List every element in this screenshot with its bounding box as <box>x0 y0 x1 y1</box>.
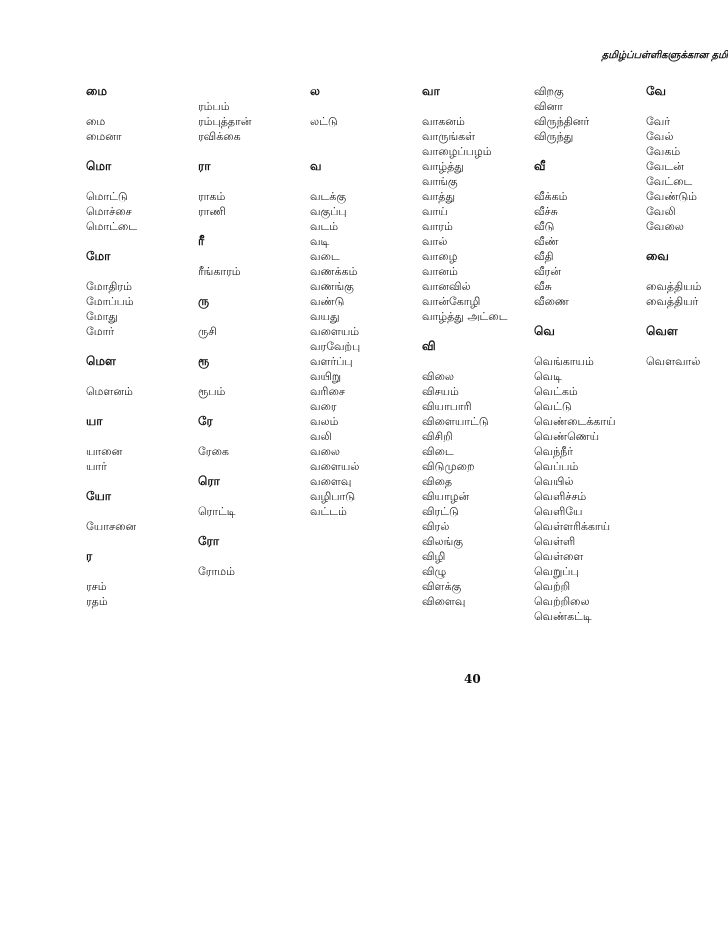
letter-heading: ரூ <box>198 354 210 368</box>
letter-heading: வா <box>422 84 440 98</box>
word-entry: லட்டு <box>310 115 338 128</box>
word-entry: வால் <box>422 235 448 248</box>
letter-heading: வெ <box>534 324 555 338</box>
blank-line <box>646 234 728 249</box>
word-entry: வரை <box>310 400 337 413</box>
word-entry: வேல் <box>646 130 674 143</box>
blank-line <box>86 234 198 249</box>
word-entry: மோப்பம் <box>86 295 134 308</box>
word-entry: விடை <box>422 445 454 458</box>
blank-line <box>422 324 534 339</box>
word-entry: வெந்நீர் <box>534 445 573 458</box>
blank-line <box>198 369 310 384</box>
blank-line <box>422 354 534 369</box>
word-entry: வானம் <box>422 265 458 278</box>
blank-line <box>86 534 198 549</box>
word-entry: வௌவால் <box>646 355 701 368</box>
word-entry: வளர்ப்பு <box>310 355 353 368</box>
blank-line <box>86 504 198 519</box>
letter-heading: ரா <box>198 159 211 173</box>
word-entry: விசிறி <box>422 430 453 443</box>
blank-line <box>646 264 728 279</box>
word-entry: வேண்டும் <box>646 190 698 203</box>
word-entry: ரவிக்கை <box>198 130 241 143</box>
blank-line <box>198 84 310 99</box>
word-entry: மோது <box>86 310 118 323</box>
letter-heading: வீ <box>534 159 546 173</box>
blank-line <box>198 459 310 474</box>
blank-line <box>646 339 728 354</box>
letter-heading: ரே <box>198 414 213 428</box>
word-entry: வெண்டைக்காய் <box>534 415 616 428</box>
blank-line <box>86 429 198 444</box>
word-entry: ரம்பம் <box>198 100 230 113</box>
word-entry: வீக்கம் <box>534 190 568 203</box>
word-entry: விலை <box>422 370 455 383</box>
blank-line <box>422 99 534 114</box>
blank-line <box>310 144 422 159</box>
word-entry: வாருங்கள் <box>422 130 476 143</box>
blank-line <box>86 474 198 489</box>
letter-heading: ர <box>86 549 93 563</box>
word-entry: விழி <box>422 550 446 563</box>
blank-line <box>198 429 310 444</box>
word-entry: விலங்கு <box>422 535 463 548</box>
blank-line <box>86 369 198 384</box>
word-entry: வளையல் <box>310 460 360 473</box>
word-entry: விருந்தினர் <box>534 115 590 128</box>
blank-line <box>198 519 310 534</box>
word-entry: வெட்டு <box>534 400 572 413</box>
word-entry: வீரன் <box>534 265 561 278</box>
word-entry: ரம்புத்தான் <box>198 115 252 128</box>
blank-line <box>534 309 646 324</box>
word-entry: ரதம் <box>86 595 108 608</box>
word-entry: வேடன் <box>646 160 684 173</box>
word-entry: வானவில் <box>422 280 471 293</box>
word-entry: வாய் <box>422 205 448 218</box>
word-entry: மொட்டு <box>86 190 128 203</box>
word-column-1 <box>86 84 198 609</box>
blank-line <box>534 144 646 159</box>
blank-line <box>86 144 198 159</box>
word-column-5 <box>534 84 646 624</box>
word-entry: வியாழன் <box>422 490 470 503</box>
word-entry: ரேகை <box>198 445 229 458</box>
word-entry: ராகம் <box>198 190 226 203</box>
blank-line <box>198 174 310 189</box>
word-entry: வெடி <box>534 370 562 383</box>
word-entry: வைத்தியம் <box>646 280 702 293</box>
blank-line <box>198 339 310 354</box>
page-number: 40 <box>464 672 481 686</box>
blank-line <box>198 219 310 234</box>
word-entry: வெப்பம் <box>534 460 579 473</box>
word-entry: வெற்றிலை <box>534 595 590 608</box>
word-entry: வலி <box>310 430 332 443</box>
word-entry: வியாபாரி <box>422 400 472 413</box>
letter-heading: மோ <box>86 249 111 263</box>
word-entry: ரீங்காரம் <box>198 265 241 278</box>
blank-line <box>198 144 310 159</box>
word-entry: விரட்டு <box>422 505 459 518</box>
blank-line <box>198 399 310 414</box>
letter-heading: மை <box>86 84 108 98</box>
word-entry: வயிறு <box>310 370 342 383</box>
word-entry: வாரம் <box>422 220 453 233</box>
word-entry: வெங்காயம் <box>534 355 594 368</box>
blank-line <box>86 99 198 114</box>
blank-line <box>198 279 310 294</box>
blank-line <box>646 309 728 324</box>
word-entry: வயது <box>310 310 340 323</box>
word-entry: வெள்ளரிக்காய் <box>534 520 611 533</box>
word-entry: விறகு <box>534 85 564 98</box>
blank-line <box>86 264 198 279</box>
word-entry: வேகம் <box>646 145 681 158</box>
word-entry: வெண்ணெய் <box>534 430 600 443</box>
blank-line <box>198 549 310 564</box>
word-entry: மொச்சை <box>86 205 132 218</box>
word-entry: வலம் <box>310 415 339 428</box>
word-entry: வாங்கு <box>422 175 458 188</box>
word-entry: வீணை <box>534 295 569 308</box>
word-entry: விருந்து <box>534 130 574 143</box>
word-entry: விதை <box>422 475 453 488</box>
word-entry: வேலை <box>646 220 684 233</box>
word-entry: வாத்து <box>422 190 455 203</box>
word-entry: வாழைப்பழம் <box>422 145 492 158</box>
letter-heading: வி <box>422 339 436 353</box>
word-entry: வீடு <box>534 220 555 233</box>
word-entry: வெண்கட்டி <box>534 610 592 623</box>
word-entry: வெளியே <box>534 505 583 518</box>
word-entry: வடை <box>310 250 340 263</box>
word-entry: வெட்கம் <box>534 385 578 398</box>
word-entry: வேலி <box>646 205 676 218</box>
word-entry: ரொட்டி <box>198 505 236 518</box>
letter-heading: வௌ <box>646 324 678 338</box>
word-entry: வெள்ளி <box>534 535 576 548</box>
word-entry: வாழ்த்து அட்டை <box>422 310 508 323</box>
word-entry: ராணி <box>198 205 226 218</box>
word-entry: வடி <box>310 235 330 248</box>
word-entry: விளைவு <box>422 595 466 608</box>
blank-line <box>310 174 422 189</box>
word-entry: யார் <box>86 460 107 473</box>
word-entry: வைத்தியர் <box>646 295 699 308</box>
letter-heading: மொ <box>86 159 112 173</box>
word-entry: ரசம் <box>86 580 107 593</box>
word-entry: ருசி <box>198 325 217 338</box>
letter-heading: மௌ <box>86 354 116 368</box>
letter-heading: யா <box>86 414 103 428</box>
blank-line <box>198 309 310 324</box>
word-entry: வீதி <box>534 250 554 263</box>
word-entry: வரவேற்பு <box>310 340 361 353</box>
word-entry: வேர் <box>646 115 671 128</box>
word-entry: மௌனம் <box>86 385 133 398</box>
word-column-6 <box>646 84 728 369</box>
word-entry: வடக்கு <box>310 190 347 203</box>
word-entry: மோதிரம் <box>86 280 132 293</box>
word-entry: வளைவு <box>310 475 352 488</box>
blank-line <box>646 99 728 114</box>
word-entry: வணங்கு <box>310 280 354 293</box>
blank-line <box>198 249 310 264</box>
word-entry: வண்டு <box>310 295 345 308</box>
word-entry: வரிசை <box>310 385 345 398</box>
word-entry: யோசனை <box>86 520 137 533</box>
word-entry: வேட்டை <box>646 175 693 188</box>
letter-heading: ல <box>310 84 320 98</box>
blank-line <box>198 489 310 504</box>
word-entry: வாழ்த்து <box>422 160 464 173</box>
word-entry: விரல் <box>422 520 450 533</box>
letter-heading: ரோ <box>198 534 219 548</box>
letter-heading: ரொ <box>198 474 220 488</box>
word-entry: வளையம் <box>310 325 360 338</box>
letter-heading: யோ <box>86 489 112 503</box>
word-entry: வடம் <box>310 220 339 233</box>
word-entry: வெறுப்பு <box>534 565 579 578</box>
word-entry: விளையாட்டு <box>422 415 489 428</box>
word-column-3 <box>310 84 422 519</box>
word-entry: வெயில் <box>534 475 574 488</box>
word-entry: விளக்கு <box>422 580 462 593</box>
word-entry: ரூபம் <box>198 385 226 398</box>
running-header: தமிழ்ப்பள்ளிகளுக்கான தமி <box>601 50 728 61</box>
letter-heading: வை <box>646 249 669 263</box>
word-entry: வினா <box>534 100 563 113</box>
word-entry: வழிபாடு <box>310 490 356 503</box>
word-entry: மைனா <box>86 130 122 143</box>
word-entry: வெளிச்சம் <box>534 490 587 503</box>
word-entry: வகுப்பு <box>310 205 347 218</box>
word-entry: வீச்சு <box>534 205 558 218</box>
letter-heading: வே <box>646 84 667 98</box>
word-entry: வீசு <box>534 280 552 293</box>
word-entry: வாகனம் <box>422 115 465 128</box>
letter-heading: ரீ <box>198 234 205 248</box>
word-entry: வெற்றி <box>534 580 571 593</box>
blank-line <box>310 99 422 114</box>
word-entry: வணக்கம் <box>310 265 358 278</box>
blank-line <box>86 399 198 414</box>
word-entry: மொட்டை <box>86 220 138 233</box>
blank-line <box>86 339 198 354</box>
blank-line <box>86 564 198 579</box>
letter-heading: ரு <box>198 294 210 308</box>
word-entry: வலை <box>310 445 341 458</box>
letter-heading: வ <box>310 159 322 173</box>
blank-line <box>310 129 422 144</box>
blank-line <box>534 174 646 189</box>
word-entry: ரோமம் <box>198 565 235 578</box>
word-entry: யானை <box>86 445 123 458</box>
word-entry: விடுமுறை <box>422 460 475 473</box>
blank-line <box>534 339 646 354</box>
word-entry: வான்கோழி <box>422 295 481 308</box>
word-entry: வீண் <box>534 235 559 248</box>
word-entry: மோர் <box>86 325 115 338</box>
word-column-2 <box>198 84 310 579</box>
word-entry: விழு <box>422 565 447 578</box>
word-entry: மை <box>86 115 106 128</box>
blank-line <box>86 174 198 189</box>
word-entry: வெள்ளை <box>534 550 584 563</box>
word-entry: வாழை <box>422 250 458 263</box>
word-column-4 <box>422 84 534 609</box>
word-entry: விசயம் <box>422 385 459 398</box>
word-entry: வட்டம் <box>310 505 347 518</box>
